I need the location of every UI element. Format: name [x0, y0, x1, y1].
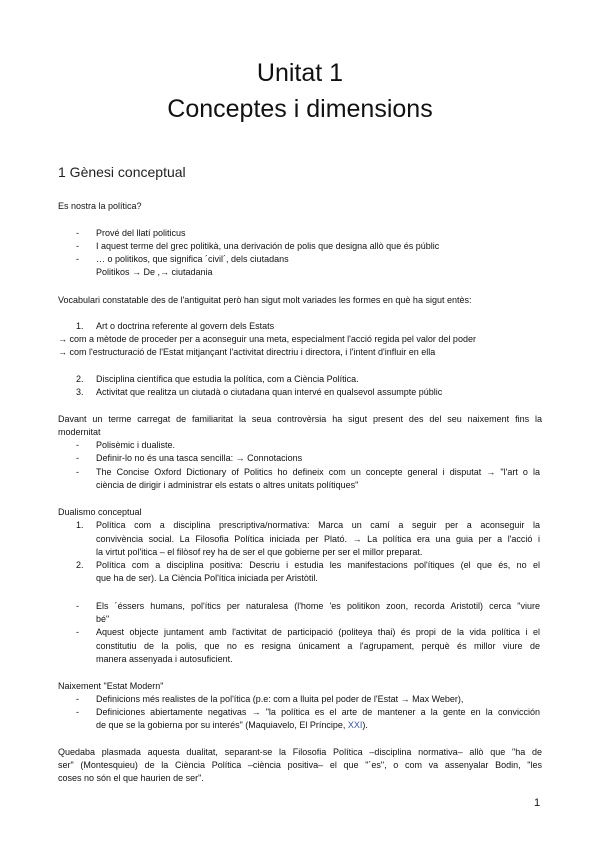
list-item: Art o doctrina referente al govern dels Estats [96, 321, 275, 331]
page-number: 1 [534, 797, 541, 809]
list-item: bé" [96, 614, 110, 624]
list-item: manera assenyada i autosuficient. [96, 654, 233, 664]
list-item: Disciplina científica que estudia la política, com a Ciència Política. [96, 374, 359, 384]
bullet: - [76, 228, 79, 238]
subheading: Dualismo conceptual [58, 507, 142, 517]
unit-title: Unitat 1 [256, 59, 344, 87]
paragraph: ser" (Montesquieu) de la Ciència Política –ciència positiva– el que "´es", o com va assenyalar Bodin, "les [58, 760, 542, 770]
list-item [96, 719, 368, 731]
list-item: Polisèmic i dualiste. [96, 440, 176, 450]
bullet: - [76, 241, 79, 251]
list-item: … o politikos, que significa ´civil´, dels ciutadans [96, 254, 289, 264]
list-item: Els ´éssers humans, pol'ítics per naturalesa (l'home 'es politikon zoon, recorda Aristotil) cerca "viure [96, 601, 540, 611]
paragraph: coses no són el que haurien de ser". [58, 773, 204, 783]
bullet: - [76, 254, 79, 264]
list-number: 1. [76, 520, 84, 530]
paragraph: Quedaba plasmada aquesta dualitat, separant-se la Filosofia Política –disciplina normativa– allò que "ha de [58, 747, 542, 757]
list-subline: Politikos → De ,→ ciutadania [96, 267, 213, 277]
list-item: Aquest objecte juntament amb l'activitat de participació (politeya thai) és propi de la vida política i el [96, 627, 540, 637]
arrow-line: → com a mètode de proceder per a aconseguir una meta, especialment l'acció regida pel valor del poder [58, 334, 476, 344]
list-item: The Concise Oxford Dictionary of Politics ho defineix com un concepte general i disputat → "l'art o la [96, 467, 540, 477]
arrow-line: → com l'estructuració de l'Estat mitjançant l'activitat directriu i directora, i l'intent d'influir en ella [58, 347, 436, 357]
subheading: Naixement "Estat Modern" [58, 681, 164, 691]
list-item: convivència social. La Filosofia Política iniciada per Plató. → La política era una guia per a l'acció i [96, 534, 540, 544]
list-item: constitutiu de la polis, que no es resigna únicament a l'agrupament, perquè és millor viure de [96, 641, 540, 651]
paragraph: Davant un terme carregat de familiaritat la seua controvèrsia ha sigut present des del seu naixement fins la [58, 414, 542, 424]
citation-end: ). [362, 720, 368, 730]
bullet: - [76, 627, 79, 637]
paragraph: modernitat [58, 427, 101, 437]
list-item: I aquest terme del grec politikà, una derivación de polis que designa allò que és públic [96, 241, 440, 251]
list-item: Definiciones abiertamente negativas → "la política es el arte de mantener a la gente en la convicción [96, 707, 540, 717]
citation-text: de que se la gobierna por su interés" (Maquiavelo, El Príncipe, [96, 720, 348, 730]
list-number: 2. [76, 374, 84, 384]
list-item: Prové del llatí politicus [96, 228, 186, 238]
unit-subtitle: Conceptes i dimensions [167, 95, 433, 123]
list-item: que ha de ser). La Ciència Pol'ítica iniciada per Aristòtil. [96, 573, 318, 583]
list-item: Definicions més realistes de la pol'ítica (p.e: com a lluita pel poder de l'Estat → Max Weber), [96, 694, 464, 704]
list-item: Política com a disciplina prescriptiva/normativa: Marca un camí a seguir per a aconseguir la [96, 520, 540, 530]
list-item: la virtut pol'itica – el filòsof rey ha de ser el que gobierne per ser el millor preparat. [96, 547, 423, 557]
list-item: Activitat que realitza un ciutadà o ciutadana quan intervé en qualsevol assumpte públic [96, 387, 443, 397]
bullet: - [76, 601, 79, 611]
bullet: - [76, 440, 79, 450]
roman-numeral: XXI [347, 720, 363, 730]
list-number: 2. [76, 560, 84, 570]
list-item: Política com a disciplina positiva: Descriu i estudia les manifestacions pol'ítiques (el que és, no el [96, 560, 540, 570]
question-heading: Es nostra la política? [58, 201, 142, 211]
bullet: - [76, 453, 79, 463]
list-item: ciència de dirigir i administrar els estats o altres unitats polítiques" [96, 480, 359, 490]
list-number: 1. [76, 321, 84, 331]
section-heading: 1 Gènesi conceptual [58, 164, 186, 180]
list-number: 3. [76, 387, 84, 397]
bullet: - [76, 467, 79, 477]
paragraph: Vocabulari constatable des de l'antiguitat però han sigut molt variades les formes en què ha sigut entès: [58, 295, 472, 305]
bullet: - [76, 694, 79, 704]
bullet: - [76, 707, 79, 717]
list-item: Definir-lo no és una tasca sencilla: → Connotacions [96, 453, 303, 463]
